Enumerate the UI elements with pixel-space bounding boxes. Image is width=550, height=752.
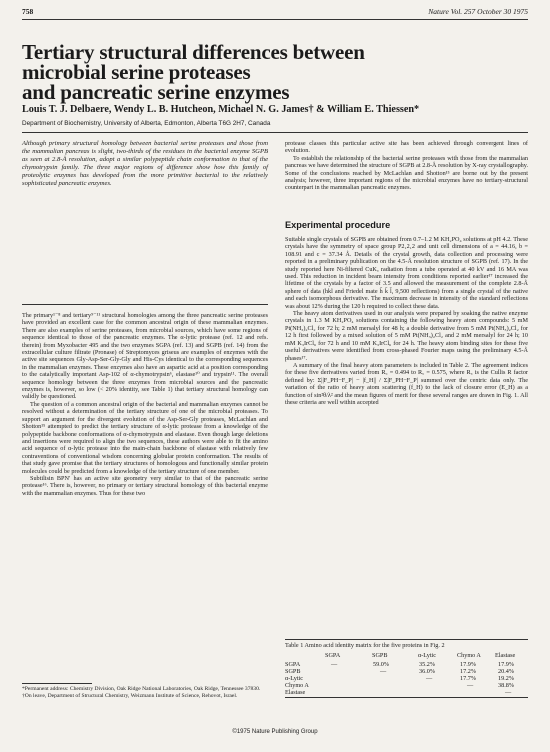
table-cell: 38.8% <box>498 682 514 689</box>
table-bottom-rule <box>285 697 528 698</box>
title-rule <box>22 132 528 133</box>
abstract-rule <box>22 304 268 305</box>
right-column-intro <box>285 140 528 192</box>
affiliation: Department of Biochemistry, University of Alberta, Edmonton, Alberta T6G 2H7, Canada <box>22 120 271 127</box>
page-number: 758 <box>22 7 34 16</box>
body-paragraph: The heavy atom derivatives used in our analysis were prepared by soaking the native enzyme crystals in 1.3 M KH₂PO₄ solutions containing the following heavy atom compounds: 5 mM Pt(NH₃)₂Cl₂ for 72 h; 2 mM mersalyl for 48 h; a double derivative from 5 mM Pt(NH₃)₂Cl₂ for 12 h first followed by a mixed solution of 5 mM Pt(NH₃)₂Cl₂ and 2 mM mersalyl for 24 h; 10 mM K₃IrCl₆ for 72 h and 10 mM K₃IrCl₆ for 24 h. The heavy atom binding sites for these five useful derivatives were identified from cross-phased Fourier maps using the preliminary 4.5-Å phases¹⁷. <box>285 310 528 362</box>
table-cell: — <box>505 689 512 696</box>
table-row-label: Elastase <box>285 689 306 696</box>
journal-citation: Nature Vol. 257 October 30 1975 <box>428 7 528 16</box>
table-column-header: Chymo A <box>457 652 481 659</box>
amino-acid-identity-table <box>285 652 528 722</box>
table-cell: 17.9% <box>460 661 476 668</box>
table-row-label: SGPA <box>285 661 301 668</box>
footnotes <box>22 686 268 699</box>
table-column-header: Elastase <box>495 652 516 659</box>
table-top-rule <box>285 639 528 640</box>
table-row-label: SGPB <box>285 668 301 675</box>
table-cell: — <box>331 661 338 668</box>
table-row-label: Chymo A <box>285 682 309 689</box>
body-paragraph: Subtilisin BPN′ has an active site geometry very similar to that of the pancreatic serine protease¹⁶. There is, however, no primary or tertiary structural homology of this bacterial enzyme with the mammalian enzymes. Thus for these two <box>22 474 268 497</box>
table-cell: 17.2% <box>460 668 476 675</box>
body-paragraph: To establish the relationship of the bacterial serine proteases with those from the mammalian pancreas we have determined the structure of SGPB at 2.8-Å resolution by X-ray crystallography. Some of the conclusions reached by McLachlan and Shotton¹⁵ are borne out by the present analysis; however, three important regions of the microbial enzymes have no tertiary-structural counterpart in the mammalian pancreatic enzymes. <box>285 154 528 192</box>
table-cell: — <box>426 675 433 682</box>
body-paragraph: The question of a common ancestral origin of the bacterial and mammalian enzymes cannot be resolved without a determination of the tertiary structure of one of the microbial proteases. To support an argument for the divergent evolution of the Asp-Ser-Gly proteases, McLachlan and Shotton¹⁵ attempted to predict the tertiary structure of α-lytic protease from a knowledge of the polypeptide backbone conformations of α-chymotrypsin and elastase. Even though large deletions and insertions were required to align the two sequences, these authors were able to fit the amino acid sequence of α-lytic protease into the main-chain backbone of elastase with relatively few contraventions of conventional wisdom concerning globular protein conformation. The results of that study gave promise that the tertiary structures of homologous and functionally similar protein molecules could be predicted from a knowledge of the tertiary structure of one member. <box>22 400 268 475</box>
article-title <box>22 42 462 102</box>
table-cell: 36.0% <box>419 668 435 675</box>
header-rule <box>22 19 528 20</box>
table-cell: 17.7% <box>460 675 476 682</box>
abstract <box>22 140 268 189</box>
right-column-body <box>285 236 528 406</box>
title-line: Tertiary structural differences between <box>22 40 365 64</box>
body-paragraph: protease classes this particular active site has been achieved through convergent lines of evolution. <box>285 140 528 155</box>
section-heading: Experimental procedure <box>285 220 391 230</box>
table-cell: — <box>380 668 387 675</box>
footnote-rule <box>22 683 92 684</box>
table-caption: Table 1 Amino acid identity matrix for the five proteins in Fig. 2 <box>285 642 445 649</box>
table-row-label: α-Lytic <box>285 675 304 682</box>
left-column-body <box>22 312 268 497</box>
body-paragraph: Suitable single crystals of SGPB are obtained from 0.7–1.2 M KH₂PO₄ solutions at pH 4.2. These crystals have the symmetry of space group P2₁2₁2 and unit cell dimensions of a = 44.16, b = 108.91 and c = 37.34 Å. Details of the crystal growth, data collection and processing were reported in a preliminary publication on the 4.5-Å resolution structure of SGPB (ref. 17). In the study reported here Ni-filtered CuKₐ radiation from a tube operated at 40 kV and 16 MA was used. This reduction in incident beam intensity from conditions reported earlier¹⁷ increased the lifetime of the crystals by a factor of 3.5 and allowed the measurement of the complete 2.8-Å sphere of data (hkl and Friedel mate h̄ k̄ l̄, 9,500 reflections) from a single crystal of the native and each isomorphous derivative. The maximum decrease in intensity of the standard reflections was about 12% during the 120 h required to collect these data. <box>285 236 528 310</box>
table-cell: — <box>467 682 474 689</box>
title-line: and pancreatic serine enzymes <box>22 80 290 104</box>
footnote: †On leave, Department of Structural Chemistry, Weizmann Institute of Science, Rehovot, Israel. <box>22 692 238 699</box>
author-list: Louis T. J. Delbaere, Wendy L. B. Hutcheon, Michael N. G. James† & William E. Thiessen* <box>22 104 420 115</box>
table-cell: 19.2% <box>498 675 514 682</box>
copyright-notice: ©1975 Nature Publishing Group <box>232 729 318 735</box>
abstract-text: Although primary structural homology between bacterial serine proteases and those from the mammalian pancreas is slight, two-thirds of the residues in the bacterial enzyme SGPB as seen at 2.8-Å resolution, adopt a similar polypeptide chain conformation to that of the chymotrypsin family. The three major regions of difference show how this family of proteolytic enzymes has developed from the more primitive bacterial to the relatively sophisticated pancreatic enzymes. <box>22 140 268 188</box>
title-line: microbial serine proteases <box>22 60 251 84</box>
table-cell: 35.2% <box>419 661 435 668</box>
table-cell: 20.4% <box>498 668 514 675</box>
table-column-header: SGPB <box>372 652 388 659</box>
table-cell: 59.0% <box>373 661 389 668</box>
body-paragraph: The primary¹⁻⁸ and tertiary⁹⁻¹¹ structural homologies among the three pancreatic serine proteases have provided an excellent case for the common ancestral origin of these mammalian enzymes. There are also examples of serine proteases, from microbial sources, which have some regions of sequence identical to those of the pancreatic enzymes. The α-lytic protease (ref. 12 and refs. therein) from Myxobacter 495 and the two enzymes SGPA (ref. 13) and SGPB (ref. 14) from the extracellular culture filtrate (Pronase) of Streptomyces griseus are examples of enzymes with the active site sequences Gly-Asp-Ser-Gly-Gly and His-Cys identical to the corresponding sequences in the mammalian enzymes. These enzymes also have an aspartic acid at a position corresponding to the catalytically important Asp-102 of α-chymotrypsin⁶, elastase¹⁰ and trypsin¹¹. The overall sequence homology between the three enzymes from microbial sources and the pancreatic enzymes is, however, so low (< 20% identity, see Table 1) that tertiary structural homology can validly be questioned. <box>22 312 268 401</box>
table-column-header: SGPA <box>325 652 341 659</box>
table-column-header: α-Lytic <box>418 652 437 659</box>
body-paragraph: A summary of the final heavy atom parameters is included in Table 2. The agreement indices for these five derivatives varied from R꜀ = 0.494 to R꜀ = 0.575, where R꜀ is the Cullis R factor defined by: Σ||F_PH−F_P| − |f_H|| / Σ|F_PH−F_P| summed over the centric data only. The variation of the ratio of heavy atom scattering (f_H) to the lack of closure error (E_H) as a function of sin²θ/λ² and the mean figures of merit for these several ranges are drawn in Fig. 1. All these criteria are well within accepted <box>285 361 528 406</box>
table-cell: 17.9% <box>498 661 514 668</box>
footnote: *Permanent address: Chemistry Division, Oak Ridge National Laboratories, Oak Ridge, Tennessee 37830. <box>22 686 261 692</box>
